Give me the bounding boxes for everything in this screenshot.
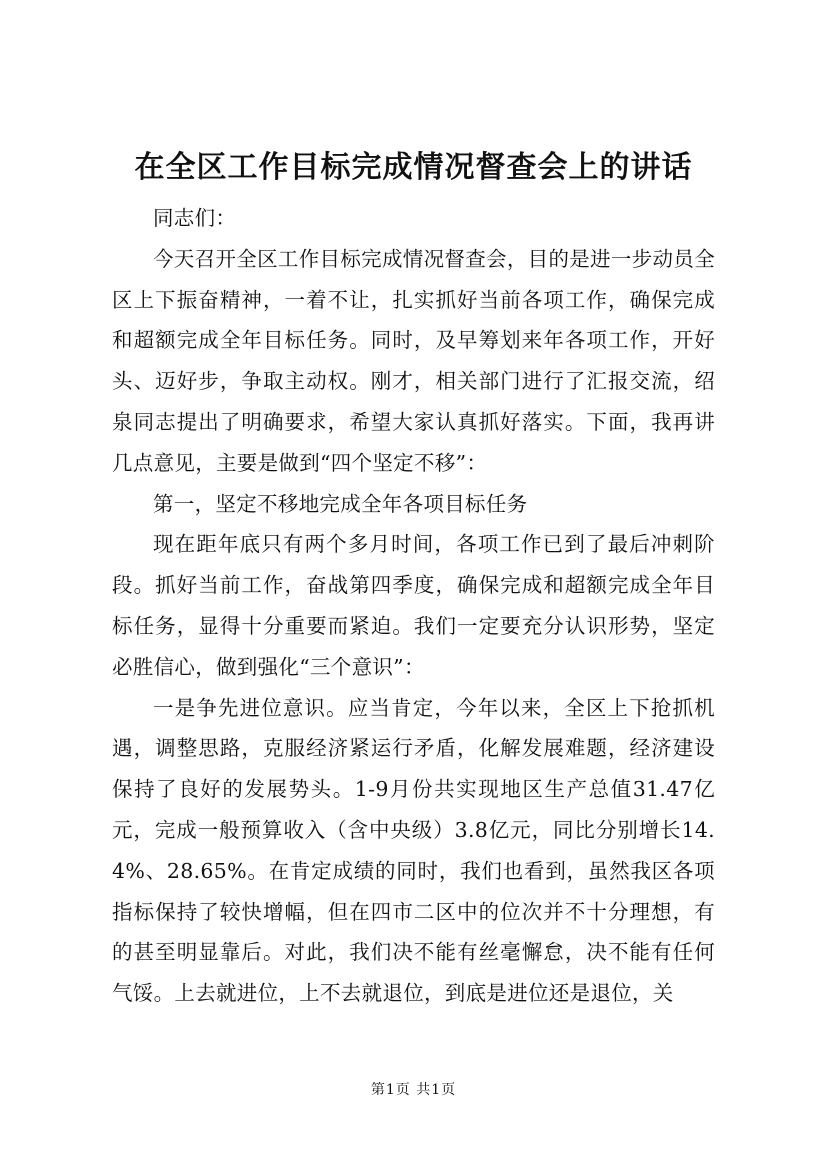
salutation-paragraph: 同志们：: [153, 206, 237, 230]
body-paragraph: 现在距年底只有两个多月时间，各项工作已到了最后冲刺阶段。抓好当前工作，奋战第四季度，确保完成和超额完成全年目标任务，显得十分重要而紧迫。我们一定要充分认识形势，坚定必胜信心，做到强化“三个意识”：: [112, 532, 715, 679]
section-heading-paragraph: 第一，坚定不移地完成全年各项目标任务: [153, 491, 528, 516]
page-footer: 第1页 共1页: [370, 1082, 457, 1098]
document-title: 在全区工作目标完成情况督查会上的讲话: [134, 150, 693, 185]
body-paragraph: 一是争先进位意识。应当肯定，今年以来，全区上下抢抓机遇，调整思路，克服经济紧运行矛盾，化解发展难题，经济建设保持了良好的发展势头。1-9月份共实现地区生产总值31.47亿元，完成一般预算收入（含中央级）3.8亿元，同比分别增长14.4%、28.65%。在肯定成绩的同时，我们也看到，虽然我区各项指标保持了较快增幅，但在四市二区中的位次并不十分理想，有的甚至明显靠后。对此，我们决不能有丝毫懈怠，决不能有任何气馁。上去就进位，上不去就退位，到底是进位还是退位，关: [112, 695, 715, 1006]
document-body: [112, 198, 715, 1014]
intro-paragraph: 今天召开全区工作目标完成情况督查会，目的是进一步动员全区上下振奋精神，一着不让，扎实抓好当前各项工作，确保完成和超额完成全年目标任务。同时，及早筹划来年各项工作，开好头、迈好步，争取主动权。刚才，相关部门进行了汇报交流，绍泉同志提出了明确要求，希望大家认真抓好落实。下面，我再讲几点意见，主要是做到“四个坚定不移”：: [112, 246, 715, 475]
